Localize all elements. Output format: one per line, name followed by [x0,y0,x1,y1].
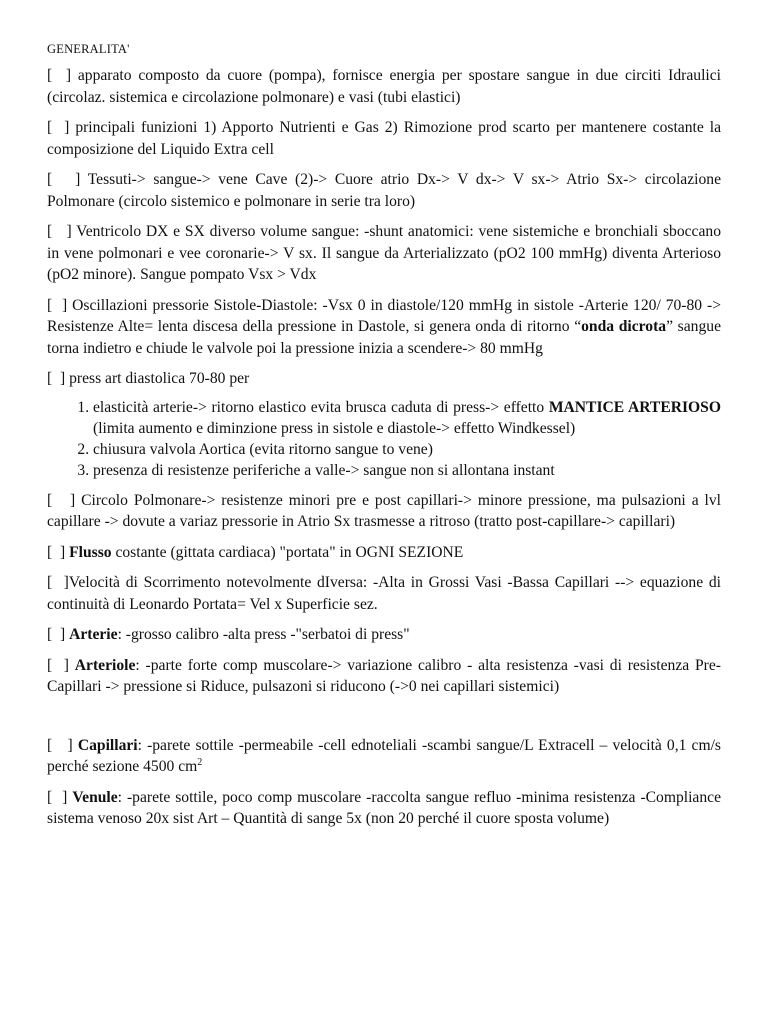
bold-term-onda-dicrota: onda dicrota [581,318,667,335]
paragraph-arterie [47,624,721,646]
paragraph-text: : -parete sottile, poco comp muscolare -raccolta sangue refluo -minima resistenza -Compliance sistema venoso 20x sist Art – Quantità di sange 5x (non 20 perché il cuore sposta volume) [47,788,721,827]
paragraph-text: : -parte forte comp muscolare-> variazione calibro - alta resistenza -vasi di resistenza Pre-Capillari -> pressione si Riduce, pulsazoni si riducono (->0 nei capillari sistemici) [47,656,721,695]
checkbox-marker: [ ] [47,626,70,643]
checkbox-marker: [ ] [47,67,78,84]
bold-term-capillari: Capillari [77,736,138,754]
paragraph-text: Velocità di Scorrimento notevolmente dIversa: -Alta in Grossi Vasi -Bassa Capillari --> equazione di continuità di Leonardo Portata= Vel x Superficie sez. [47,574,721,613]
checkbox-marker: [ ] [47,171,88,188]
list-item: 3. presenza di resistenze periferiche a valle-> sangue non si allontana instant [93,460,721,481]
paragraph-oscillazioni [47,295,721,360]
paragraph-circolo-polmonare [47,490,721,533]
paragraph-text: principali funizioni 1) Apporto Nutrienti e Gas 2) Rimozione prod scarto per mantenere costante la composizione del Liquido Extra cell [47,119,721,158]
checkbox-marker: [ ] [47,736,78,754]
paragraph-text: Oscillazioni pressorie Sistole-Diastole: -Vsx 0 in diastole/120 mmHg in sistole -Arterie 120/ 70-80 -> Resistenze Alte= lenta discesa della pressione in Dastole, si genera onda di ritorno “ [47,296,721,335]
checkbox-marker: [ ] [47,370,70,387]
paragraph-text: Circolo Polmonare-> resistenze minori pre e post capillari-> minore pressione, ma pulsazioni a lvl capillare -> dovute a variaz pressorie in Atrio Sx trasmesse a ritroso (tratto post-capillare-> capillari) [47,491,722,530]
checkbox-marker: [ ] [47,574,69,591]
bold-term-venule: Venule [72,788,118,806]
checkbox-marker: [ ] [47,788,73,806]
paragraph-tessuti [47,169,721,212]
paragraph-ventricolo [47,221,721,286]
paragraph-press-art [47,368,721,390]
bold-term-flusso: Flusso [69,543,112,561]
paragraph-text: : -grosso calibro -alta press -"serbatoi di press" [117,626,410,643]
checkbox-marker: [ ] [47,119,76,136]
paragraph-text: apparato composto da cuore (pompa), fornisce energia per spostare sangue in due circiti Idraulici (circolaz. sistemica e circolazione polmonare) e vasi (tubi elastici) [47,67,721,106]
list-item: 1. elasticità arterie-> ritorno elastico evita brusca caduta di press-> effetto MANTICE ARTERIOSO (limita aumento e diminzione press in sistole e diastole-> effetto Windkessel) [93,397,721,439]
checkbox-marker: [ ] [47,223,77,240]
list-item: 2. chiusura valvola Aortica (evita ritorno sangue to vene) [93,439,721,460]
checkbox-marker: [ ] [47,656,75,674]
checkbox-marker: [ ] [47,296,73,314]
paragraph-text: Tessuti-> sangue-> vene Cave (2)-> Cuore atrio Dx-> V dx-> V sx-> Atrio Sx-> circolazione Polmonare (circolo sistemico e polmonare in serie tra loro) [47,171,721,210]
paragraph-velocita [47,572,721,615]
page-title: GENERALITA' [47,42,130,56]
paragraph-text: costante (gittata cardiaca) "portata" in OGNI SEZIONE [111,543,464,561]
checkbox-marker: [ ] [47,543,70,561]
paragraph-text: : -parete sottile -permeabile -cell ednoteliali -scambi sangue/L Extracell – velocità 0,1 cm/s perché sezione 4500 cm [47,736,721,775]
bold-term-arteriole: Arteriole [74,656,136,674]
numbered-list [47,397,721,481]
paragraph-flusso [47,542,721,564]
paragraph-text: press art diastolica 70-80 per [69,370,250,387]
superscript-exponent: 2 [197,756,203,768]
paragraph-text: Ventricolo DX e SX diverso volume sangue: -shunt anatomici: vene sistemiche e bronchiali sboccano in vene polmonari e vee coronarie-> V sx. Il sangue da Arterializzato (pO2 100 mmHg) diventa Arterioso (pO2 minore). Sangue pompato Vsx > Vdx [47,223,721,283]
paragraph-text: ” sangue torna indietro e chiude le valvole poi la pressione inizia a scendere-> 80 mmHg [47,318,721,357]
paragraph-funzioni [47,117,721,160]
paragraph-apparato [47,65,721,108]
paragraph-capillari [47,735,721,778]
paragraph-venule [47,787,721,830]
checkbox-marker: [ ] [47,491,82,509]
bold-term-arterie: Arterie [69,626,118,643]
bold-term-mantice: MANTICE ARTERIOSO [548,398,721,416]
paragraph-arteriole [47,655,721,698]
